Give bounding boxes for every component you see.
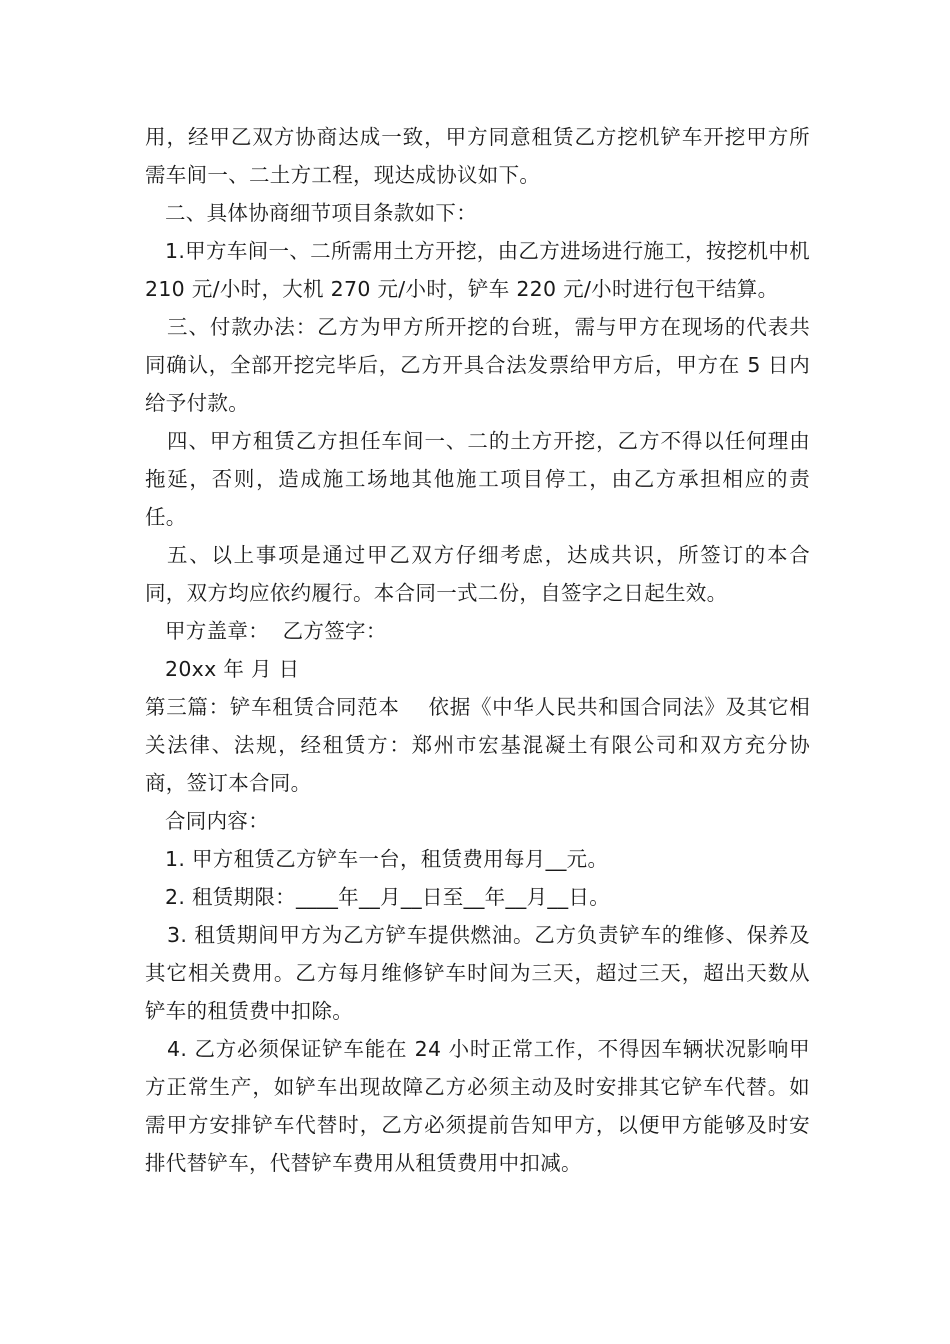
paragraph-3: 1.甲方车间一、二所需用土方开挖，由乙方进场进行施工，按挖机中机 210 元/小时，大机 270 元/小时，铲车 220 元/小时进行包干结算。 bbox=[145, 239, 817, 301]
document-page bbox=[145, 118, 817, 1182]
paragraph-6: 五、以上事项是通过甲乙双方仔细考虑，达成共识，所签订的本合同，双方均应依约履行。本合同一式二份，自签字之日起生效。 bbox=[145, 543, 810, 605]
clause-4: 4. 乙方必须保证铲车能在 24 小时正常工作，不得因车辆状况影响甲方正常生产，如铲车出现故障乙方必须主动及时安排其它铲车代替。如需甲方安排铲车代替时，乙方必须提前告知甲方，以便甲方能够及时安排代替铲车，代替铲车费用从租赁费用中扣减。 bbox=[145, 1037, 810, 1175]
paragraph-section-three: 第三篇：铲车租赁合同范本 依据《中华人民共和国合同法》及其它相关法律、法规，经租赁方：郑州市宏基混凝土有限公司和双方充分协商，签订本合同。 bbox=[145, 695, 810, 795]
paragraph-5: 四、甲方租赁乙方担任车间一、二的土方开挖，乙方不得以任何理由拖延，否则，造成施工场地其他施工项目停工，由乙方承担相应的责任。 bbox=[145, 429, 810, 529]
clause-1: 1. 甲方租赁乙方铲车一台，租赁费用每月__元。 bbox=[165, 847, 609, 871]
paragraph-2: 二、具体协商细节项目条款如下： bbox=[165, 201, 477, 225]
paragraph-4: 三、付款办法：乙方为甲方所开挖的台班，需与甲方在现场的代表共同确认，全部开挖完毕后，乙方开具合法发票给甲方后，甲方在 5 日内给予付款。 bbox=[145, 315, 810, 415]
signature-line: 甲方盖章： 乙方签字： bbox=[165, 619, 387, 643]
clause-2: 2. 租赁期限：____年__月__日至__年__月__日。 bbox=[165, 885, 611, 909]
paragraph-contract-content: 合同内容： bbox=[165, 809, 269, 833]
date-line: 20xx 年 月 日 bbox=[165, 657, 300, 681]
paragraph-1: 用，经甲乙双方协商达成一致，甲方同意租赁乙方挖机铲车开挖甲方所需车间一、二土方工程，现达成协议如下。 bbox=[145, 125, 810, 187]
clause-3: 3. 租赁期间甲方为乙方铲车提供燃油。乙方负责铲车的维修、保养及其它相关费用。乙方每月维修铲车时间为三天，超过三天，超出天数从铲车的租赁费中扣除。 bbox=[145, 923, 810, 1023]
